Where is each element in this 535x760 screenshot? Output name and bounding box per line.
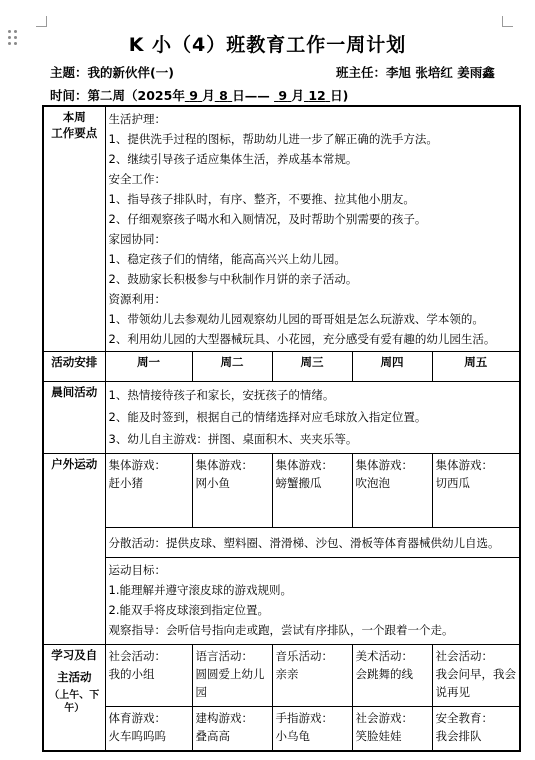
time-line: 时间：第二周（2025年 9 月 8 日—— 9 月 12 日) (50, 88, 349, 103)
outdoor-label: 户外运动 (43, 454, 105, 645)
list-item: 2、利用幼儿园的大型器械玩具、小花园，充分感受有爱有趣的幼儿园生活。 (108, 332, 496, 346)
page-corner-mark (502, 16, 513, 27)
day-header-tue: 周二 (192, 352, 272, 382)
list-item: 1、热情接待孩子和家长，安抚孩子的情绪。 (108, 388, 335, 402)
learning-wed-1[interactable]: 音乐活动： 亲亲 (272, 645, 352, 707)
learning-label: 学习及自 主活动 （上午、下午） (43, 645, 105, 751)
list-item: 2、继续引导孩子适应集体生活，养成基本常规。 (108, 152, 358, 166)
outdoor-game-thu[interactable]: 集体游戏： 吹泡泡 (352, 454, 432, 528)
theme-line (50, 63, 174, 81)
list-item: 资源利用： (108, 292, 166, 306)
list-item: 安全工作： (108, 172, 166, 186)
list-item: 运动目标： (108, 563, 166, 577)
list-item: 1、带领幼儿去参观幼儿园观察幼儿园的哥哥姐是怎么玩游戏、学本领的。 (108, 312, 484, 326)
list-item: 观察指导：会听信号指向走或跑，尝试有序排队，一个跟着一个走。 (108, 623, 454, 637)
list-item: 2.能双手将皮球滚到指定位置。 (108, 603, 269, 617)
page-corner-mark (36, 16, 47, 27)
outdoor-scattered-row (43, 528, 520, 558)
learning-row-2 (43, 707, 520, 751)
schedule-row (43, 352, 520, 382)
outdoor-scattered-cell[interactable]: 分散活动：提供皮球、塑料圈、滑滑梯、沙包、滑板等体育器械供幼儿自选。 (105, 528, 520, 558)
learning-mon-2[interactable]: 体育游戏： 火车呜呜呜 (105, 707, 192, 751)
teachers-label: 班主任： (336, 65, 387, 80)
theme-label: 主题： (50, 65, 88, 80)
list-item: 1、稳定孩子们的情绪，能高高兴兴上幼儿园。 (108, 252, 346, 266)
learning-row-1 (43, 645, 520, 707)
outdoor-games-row (43, 454, 520, 528)
learning-mon-1[interactable]: 社会活动： 我的小组 (105, 645, 192, 707)
time-start-day: 8 (219, 88, 228, 103)
teachers-line (336, 63, 495, 81)
learning-thu-1[interactable]: 美术活动： 会跳舞的线 (352, 645, 432, 707)
day-header-thu: 周四 (352, 352, 432, 382)
page-title: K 小（4）班教育工作一周计划 (128, 34, 407, 56)
day-header-wed: 周三 (272, 352, 352, 382)
list-item: 3、幼儿自主游戏：拼图、桌面积木、夹夹乐等。 (108, 432, 358, 446)
time-end-month: 9 (278, 88, 288, 103)
work-points-row (43, 106, 520, 352)
list-item: 生活护理： (108, 112, 166, 126)
learning-thu-2[interactable]: 社会游戏： 笑脸娃娃 (352, 707, 432, 751)
day-header-fri: 周五 (432, 352, 520, 382)
list-item: 1.能理解并遵守滚皮球的游戏规则。 (108, 583, 292, 597)
day-header-mon: 周一 (105, 352, 192, 382)
list-item: 2、能及时签到，根据自己的情绪选择对应毛球放入指定位置。 (108, 410, 427, 424)
morning-label: 晨间活动 (43, 382, 105, 454)
learning-tue-2[interactable]: 建构游戏： 叠高高 (192, 707, 272, 751)
time-start-month: 9 (189, 88, 198, 103)
learning-fri-1[interactable]: 社会活动： 我会问早，我会说再见 (432, 645, 520, 707)
time-week: 第二周（ (87, 88, 138, 103)
list-item: 2、鼓励家长积极参与中秋制作月饼的亲子活动。 (108, 272, 358, 286)
outdoor-goals-row (43, 558, 520, 645)
outdoor-game-wed[interactable]: 集体游戏： 螃蟹搬瓜 (272, 454, 352, 528)
morning-row (43, 382, 520, 454)
weekly-plan-table (42, 105, 521, 752)
outdoor-game-fri[interactable]: 集体游戏： 切西瓜 (432, 454, 520, 528)
schedule-label: 活动安排 (43, 352, 105, 382)
list-item: 1、指导孩子排队时，有序、整齐，不要推、拉其他小朋友。 (108, 192, 415, 206)
outdoor-game-mon[interactable]: 集体游戏： 赶小猪 (105, 454, 192, 528)
time-label: 时间： (50, 88, 88, 103)
teachers-value: 李旭 张培红 姜雨鑫 (386, 65, 495, 80)
work-points-label: 本周 工作要点 (43, 106, 105, 352)
learning-wed-2[interactable]: 手指游戏： 小乌龟 (272, 707, 352, 751)
theme-value: 我的新伙伴(一) (87, 65, 174, 80)
list-item: 家园协同： (108, 232, 166, 246)
time-year: 2025年 (137, 88, 185, 103)
learning-fri-2[interactable]: 安全教育： 我会排队 (432, 707, 520, 751)
outdoor-goals-cell[interactable] (105, 558, 520, 645)
list-item: 1、提供洗手过程的图标，帮助幼儿进一步了解正确的洗手方法。 (108, 132, 438, 146)
learning-tue-1[interactable]: 语言活动： 圆圆爱上幼儿园 (192, 645, 272, 707)
list-item: 2、仔细观察孩子喝水和入厕情况，及时帮助个别需要的孩子。 (108, 212, 427, 226)
work-points-cell[interactable] (105, 106, 520, 352)
outdoor-game-tue[interactable]: 集体游戏： 网小鱼 (192, 454, 272, 528)
time-end-day: 12 (308, 88, 326, 103)
morning-cell[interactable] (105, 382, 520, 454)
